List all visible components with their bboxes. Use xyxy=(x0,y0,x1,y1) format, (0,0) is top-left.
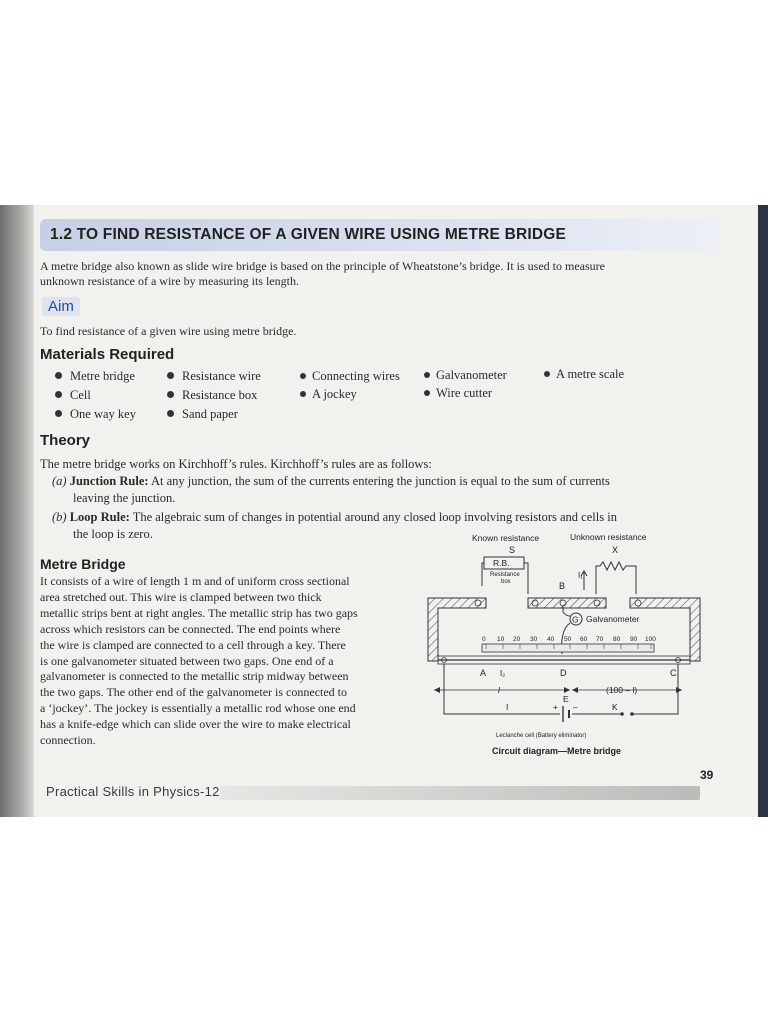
bullet-icon xyxy=(424,372,430,378)
rb-label: R.B. xyxy=(493,558,510,568)
metre-bridge-heading: Metre Bridge xyxy=(40,556,126,572)
footer-bar xyxy=(220,786,700,800)
rb-caption-2: box xyxy=(501,579,511,585)
metre-bridge-text xyxy=(40,574,418,749)
metre-bridge-circuit-diagram xyxy=(420,528,720,764)
i1-label: I₁ xyxy=(578,571,583,580)
scale-tick-label: 70 xyxy=(596,636,604,643)
l-label: l xyxy=(498,685,500,695)
scale-tick-label: 0 xyxy=(482,636,486,643)
text-line: is one galvanometer situated between two gaps. One end of a xyxy=(40,653,334,668)
material-item: Cell xyxy=(55,388,91,403)
junction-rule: (a) Junction Rule: At any junction, the sum of the currents entering the junction is equal to the sum of currents xyxy=(52,474,610,488)
scale-tick-label: 90 xyxy=(630,636,638,643)
bullet-icon xyxy=(55,391,62,398)
material-item: A metre scale xyxy=(544,367,624,382)
key-terminal xyxy=(620,712,624,716)
material-item: Metre bridge xyxy=(55,369,135,384)
remaining-arrow-right xyxy=(676,687,682,693)
aim-text: To find resistance of a given wire using metre bridge. xyxy=(40,324,297,338)
text-line: a ‘jockey’. The jockey is essentially a metallic rod whose one end xyxy=(40,701,356,716)
material-item: A jockey xyxy=(300,387,357,402)
scale-tick-label: 50 xyxy=(564,636,572,643)
bullet-icon xyxy=(167,372,174,379)
metre-scale xyxy=(482,644,654,652)
material-item: One way key xyxy=(55,407,136,422)
scale-tick-label: 100 xyxy=(645,636,656,643)
text-line: the two gaps. The other end of the galvanometer is connected to xyxy=(40,685,348,700)
loop-rule: (b) Loop Rule: The algebraic sum of changes in potential around any closed loop involving resistors and cells in xyxy=(52,510,617,524)
bullet-icon xyxy=(55,410,62,417)
material-item: Resistance box xyxy=(167,388,257,403)
cell-label: Leclanche cell (Battery eliminator) xyxy=(496,733,587,739)
text-line: metallic strips bent at right angles. The metallic strip has two gaps xyxy=(40,605,358,620)
s-label: S xyxy=(509,545,516,555)
junction-rule-cont: leaving the junction. xyxy=(73,491,176,505)
text-line: across which resistors can be connected. The end points where xyxy=(40,621,341,636)
page-number: 39 xyxy=(700,768,714,782)
material-item: Connecting wires xyxy=(300,369,400,384)
material-item: Sand paper xyxy=(167,407,238,422)
text-line: the wire is clamped are connected to a cell through a key. There xyxy=(40,637,346,652)
aim-heading: Aim xyxy=(42,297,80,316)
material-item: Wire cutter xyxy=(424,386,492,401)
c-label: C xyxy=(670,668,677,678)
text-line: area stretched out. This wire is clamped between two thick xyxy=(40,589,322,604)
e-label: E xyxy=(563,694,569,704)
material-item: Resistance wire xyxy=(167,369,261,384)
page-binding-shadow xyxy=(0,205,34,817)
rb-caption-1: Resistance xyxy=(490,572,520,578)
scale-tick-label: 60 xyxy=(580,636,588,643)
bullet-icon xyxy=(55,372,62,379)
g-label: G xyxy=(572,614,579,625)
i2-label: I₂ xyxy=(500,669,506,678)
galvanometer-label: Galvanometer xyxy=(586,614,640,624)
l-arrow-left xyxy=(434,687,440,693)
i1-arrow xyxy=(581,571,587,590)
k-label: K xyxy=(612,702,618,712)
unknown-resistance-label: Unknown resistance xyxy=(570,532,647,542)
scale-tick-label: 80 xyxy=(613,636,621,643)
bullet-icon xyxy=(544,371,550,377)
diagram-caption: Circuit diagram—Metre bridge xyxy=(492,746,622,756)
section-title: 1.2 TO FIND RESISTANCE OF A GIVEN WIRE USING METRE BRIDGE xyxy=(50,226,567,243)
scale-tick-label: 20 xyxy=(513,636,521,643)
intro-line-1: A metre bridge also known as slide wire bridge is based on the principle of Wheatstone’s bridge. It is used to measure xyxy=(40,259,605,273)
theory-intro: The metre bridge works on Kirchhoff’s rules. Kirchhoff’s rules are as follows: xyxy=(40,457,432,471)
minus-label: – xyxy=(573,702,578,712)
a-label: A xyxy=(480,668,487,678)
text-line: galvanometer is connected to the metallic strip midway between xyxy=(40,669,349,684)
theory-heading: Theory xyxy=(40,432,91,449)
scale-tick-label: 40 xyxy=(547,636,555,643)
l-arrow-right xyxy=(564,687,570,693)
loop-rule-cont: the loop is zero. xyxy=(73,527,153,541)
key-terminal xyxy=(630,712,634,716)
book-title-footer: Practical Skills in Physics-12 xyxy=(46,784,220,799)
d-label: D xyxy=(560,668,567,678)
scale-tick-label: 30 xyxy=(530,636,538,643)
text-line: connection. xyxy=(40,733,96,748)
hundred-minus-l-label: (100 – l) xyxy=(606,685,638,695)
page-edge xyxy=(758,205,768,817)
bullet-icon xyxy=(300,391,306,397)
text-line: has a knife-edge which can slide over the wire to make electrical xyxy=(40,717,351,732)
unknown-resistor-wire xyxy=(596,562,636,594)
bullet-icon xyxy=(424,390,430,396)
b-label: B xyxy=(559,581,566,591)
intro-line-2: unknown resistance of a wire by measuring its length. xyxy=(40,274,299,288)
i-label: I xyxy=(506,702,509,712)
left-metallic-strip xyxy=(428,598,486,661)
text-line: It consists of a wire of length 1 m and of uniform cross sectional xyxy=(40,574,350,588)
materials-heading: Materials Required xyxy=(40,346,175,363)
material-item: Galvanometer xyxy=(424,368,507,383)
bullet-icon xyxy=(167,410,174,417)
bullet-icon xyxy=(300,373,306,379)
scale-labels xyxy=(482,636,656,643)
remaining-arrow-left xyxy=(572,687,578,693)
known-resistance-label: Known resistance xyxy=(472,533,540,543)
scale-tick-label: 10 xyxy=(497,636,505,643)
x-label: X xyxy=(612,545,619,555)
bullet-icon xyxy=(167,391,174,398)
plus-label: + xyxy=(553,702,558,712)
